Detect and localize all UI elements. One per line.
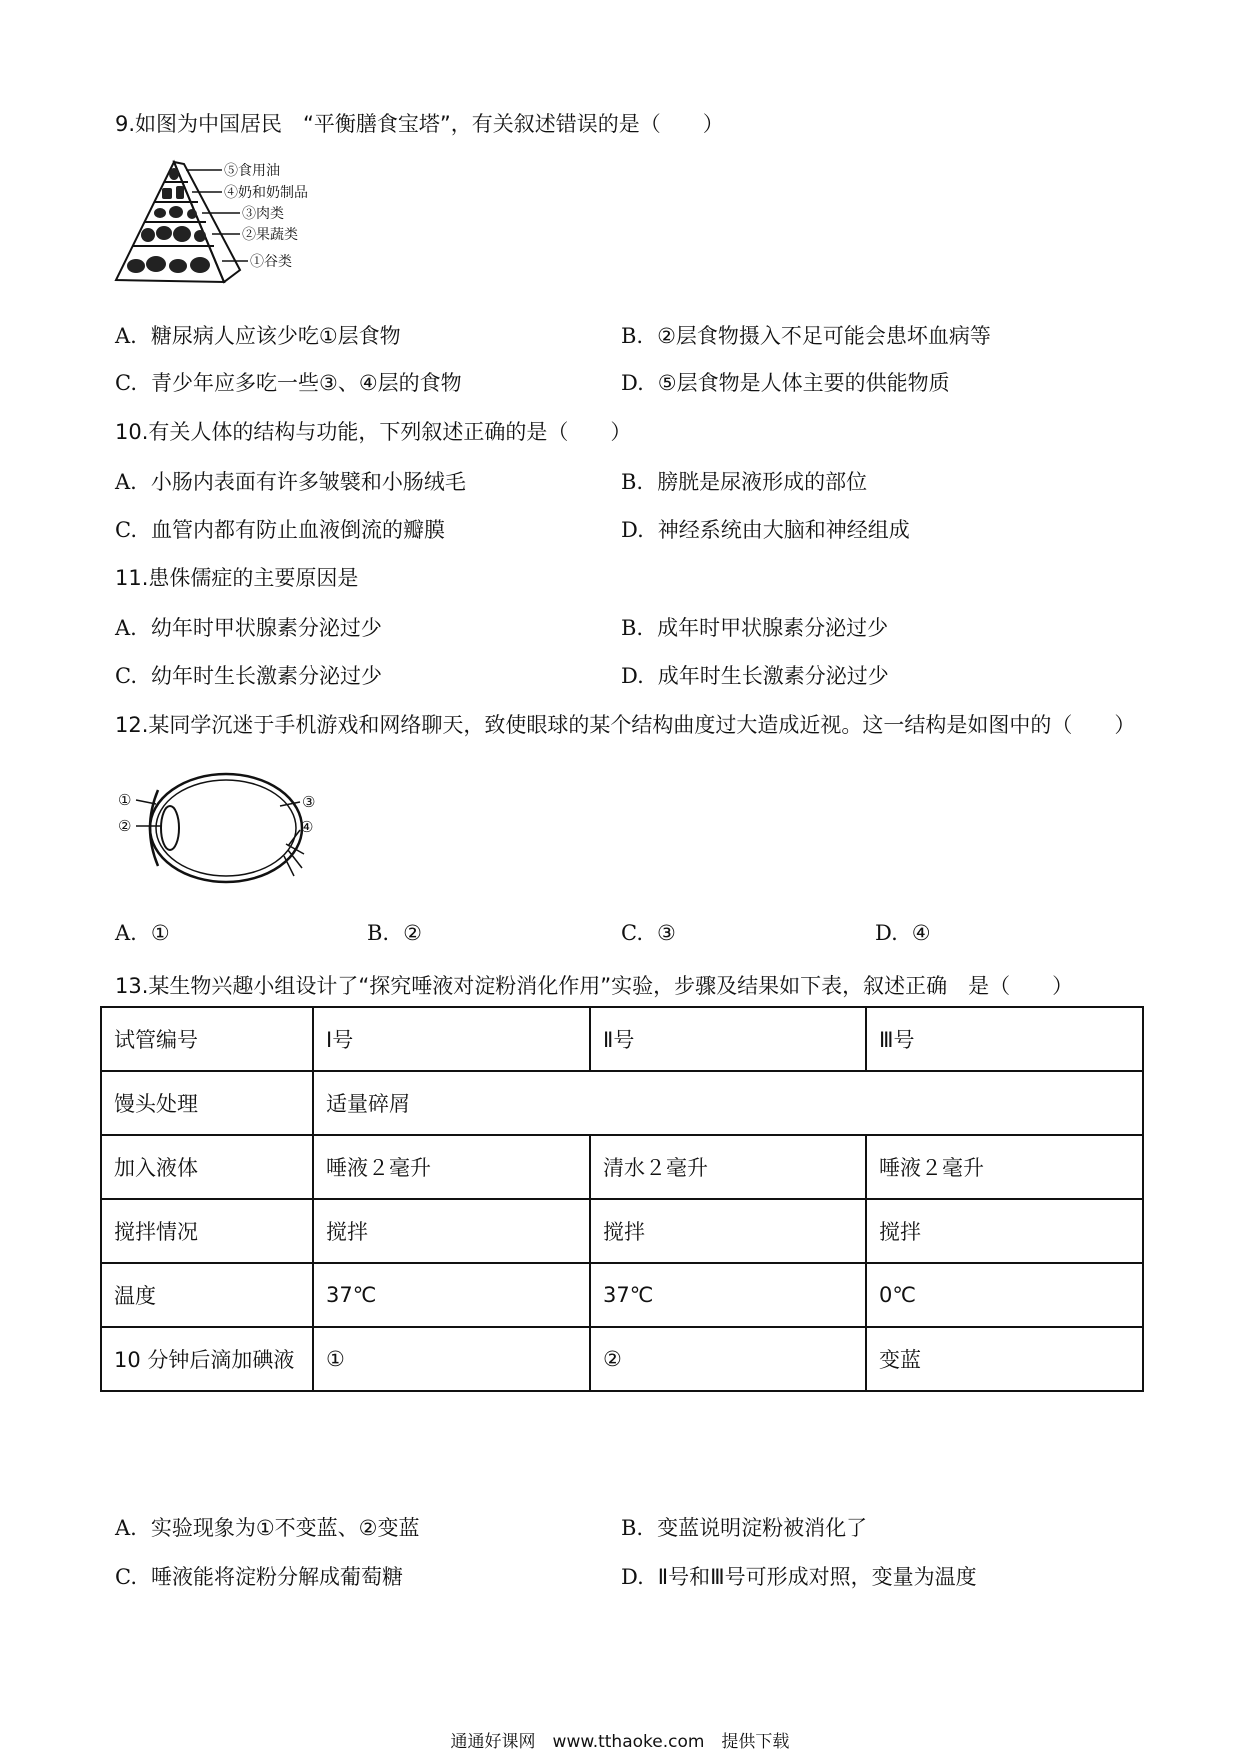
food-pyramid-illustration <box>112 158 372 288</box>
table-cell: 加入液体 <box>101 1135 313 1199</box>
q13-option-c: C. 唾液能将淀粉分解成葡萄糖 <box>115 1565 403 1589</box>
table-cell: 清水２毫升 <box>590 1135 866 1199</box>
table-row <box>101 1263 1143 1327</box>
q13-option-b: B. 变蓝说明淀粉被消化了 <box>621 1516 868 1540</box>
table-cell: 搅拌情况 <box>101 1199 313 1263</box>
table-cell: 变蓝 <box>866 1327 1143 1391</box>
table-cell: 搅拌 <box>866 1199 1143 1263</box>
table-cell: 37℃ <box>313 1263 590 1327</box>
page-footer: 通通好课网 www.tthaoke.com 提供下载 <box>450 1732 790 1752</box>
table-cell: 馒头处理 <box>101 1071 313 1135</box>
table-row <box>101 1135 1143 1199</box>
q10-option-c: C. 血管内都有防止血液倒流的瓣膜 <box>115 518 445 542</box>
q13-option-d: D. Ⅱ号和Ⅲ号可形成对照，变量为温度 <box>621 1565 977 1589</box>
pyramid-label-dairy: ④奶和奶制品 <box>224 185 308 201</box>
table-cell: Ⅰ号 <box>313 1007 590 1071</box>
q12-option-d: D. ④ <box>875 921 931 945</box>
q12-option-b: B. ② <box>367 921 422 945</box>
eye-diagram-figure <box>118 760 318 895</box>
q11-option-c: C. 幼年时生长激素分泌过少 <box>115 664 382 688</box>
q10-option-b: B. 膀胱是尿液形成的部位 <box>621 470 868 494</box>
q9-option-a: A. 糖尿病人应该少吃①层食物 <box>115 324 401 348</box>
table-cell: 温度 <box>101 1263 313 1327</box>
food-pyramid-figure <box>112 158 372 288</box>
q12-option-c: C. ③ <box>621 921 676 945</box>
table-cell: 37℃ <box>590 1263 866 1327</box>
table-cell: 搅拌 <box>590 1199 866 1263</box>
pyramid-label-meat: ③肉类 <box>242 206 284 222</box>
pyramid-label-oil: ⑤食用油 <box>224 163 280 179</box>
q11-stem: 11.患侏儒症的主要原因是 <box>115 566 359 590</box>
q10-stem: 10.有关人体的结构与功能，下列叙述正确的是（ ） <box>115 420 632 444</box>
table-cell: Ⅲ号 <box>866 1007 1143 1071</box>
q9-option-d: D. ⑤层食物是人体主要的供能物质 <box>621 371 950 395</box>
table-cell: 搅拌 <box>313 1199 590 1263</box>
table-cell: 唾液２毫升 <box>313 1135 590 1199</box>
q10-option-d: D. 神经系统由大脑和神经组成 <box>621 518 910 542</box>
q13-option-a: A. 实验现象为①不变蓝、②变蓝 <box>115 1516 420 1540</box>
table-row <box>101 1007 1143 1071</box>
table-cell: ② <box>590 1327 866 1391</box>
table-cell: ① <box>313 1327 590 1391</box>
table-cell: Ⅱ号 <box>590 1007 866 1071</box>
eye-diagram-illustration <box>118 760 318 895</box>
q10-option-a: A. 小肠内表面有许多皱襞和小肠绒毛 <box>115 470 466 494</box>
table-cell: 唾液２毫升 <box>866 1135 1143 1199</box>
pyramid-label-grains: ①谷类 <box>250 254 292 270</box>
q13-stem: 13.某生物兴趣小组设计了“探究唾液对淀粉消化作用”实验，步骤及结果如下表，叙述正确 是（ ） <box>115 974 1074 998</box>
table-row <box>101 1071 1143 1135</box>
table-row <box>101 1199 1143 1263</box>
table-cell: 10 分钟后滴加碘液 <box>101 1327 313 1391</box>
pyramid-label-fruit-veg: ②果蔬类 <box>242 227 298 243</box>
eye-label-4: ④ <box>300 818 314 836</box>
q9-option-c: C. 青少年应多吃一些③、④层的食物 <box>115 371 462 395</box>
q12-stem: 12.某同学沉迷于手机游戏和网络聊天，致使眼球的某个结构曲度过大造成近视。这一结构是如图中的（ ） <box>115 713 1136 737</box>
q11-option-b: B. 成年时甲状腺素分泌过少 <box>621 616 889 640</box>
table-cell: 试管编号 <box>101 1007 313 1071</box>
table-row <box>101 1327 1143 1391</box>
table-cell: 0℃ <box>866 1263 1143 1327</box>
experiment-table <box>100 1006 1144 1392</box>
q11-option-a: A. 幼年时甲状腺素分泌过少 <box>115 616 382 640</box>
eye-label-1: ① <box>118 791 132 809</box>
table-cell: 适量碎屑 <box>313 1071 1143 1135</box>
eye-label-2: ② <box>118 817 132 835</box>
eye-label-3: ③ <box>302 793 316 811</box>
q9-option-b: B. ②层食物摄入不足可能会患坏血病等 <box>621 324 991 348</box>
q9-stem: 9.如图为中国居民 “平衡膳食宝塔”，有关叙述错误的是（ ） <box>115 112 724 136</box>
q11-option-d: D. 成年时生长激素分泌过少 <box>621 664 889 688</box>
q12-option-a: A. ① <box>115 921 170 945</box>
